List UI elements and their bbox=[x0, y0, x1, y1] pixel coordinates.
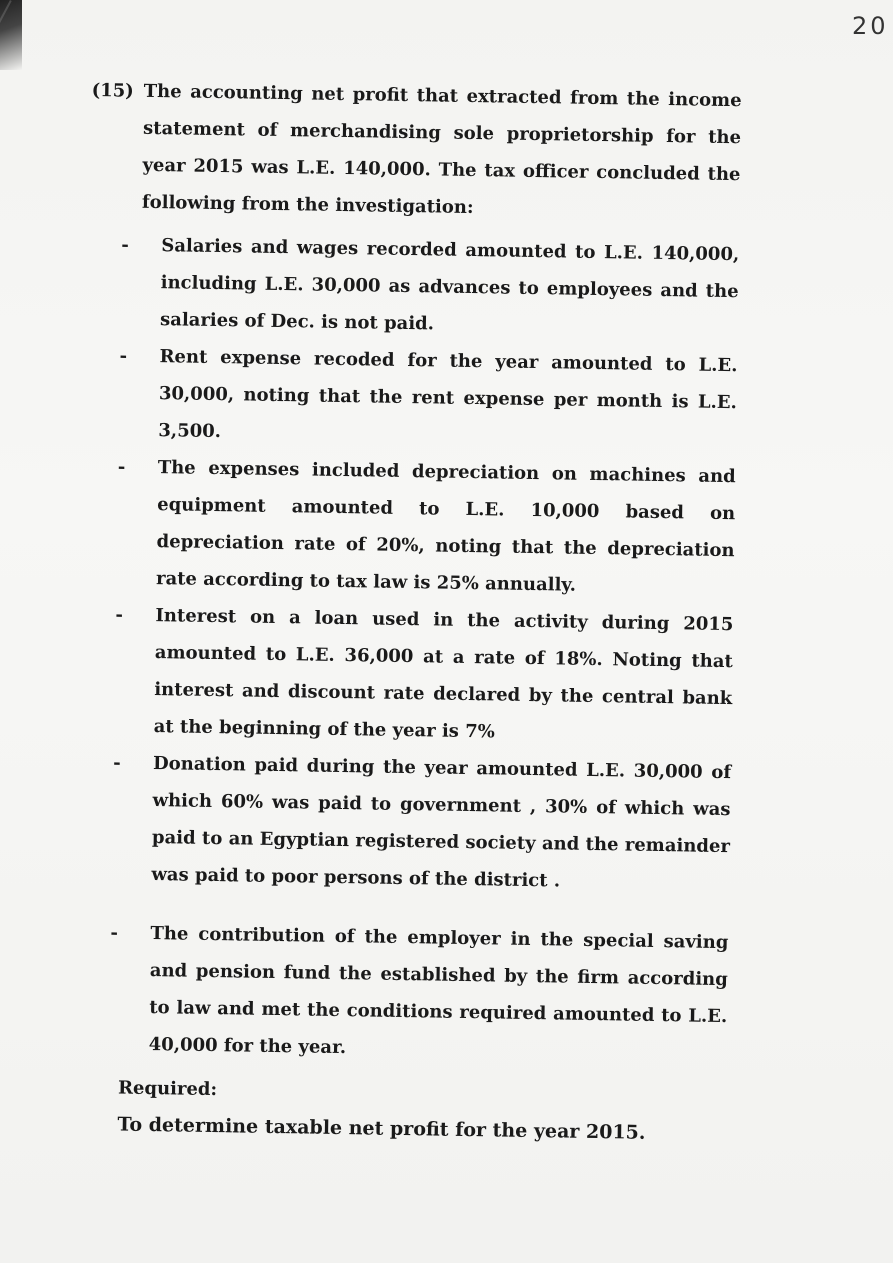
list-item-text: Salaries and wages recorded amounted to L.E. 140,000, including L.E. 30,000 as advances to employees and the salaries of Dec. is not paid. bbox=[159, 235, 740, 335]
required-section bbox=[117, 1071, 726, 1153]
bullet-dash: - bbox=[112, 752, 121, 774]
list-item bbox=[81, 596, 733, 754]
bullet-dash: - bbox=[119, 345, 128, 367]
required-label: Required: bbox=[117, 1077, 218, 1101]
findings-list bbox=[76, 226, 739, 1072]
list-item-text: Rent expense recoded for the year amounted to L.E. 30,000, noting that the rent expense per month is L.E. 3,500. bbox=[158, 346, 738, 443]
bullet-dash: - bbox=[117, 456, 126, 478]
list-item bbox=[86, 337, 738, 458]
bullet-dash: - bbox=[121, 234, 129, 256]
required-text: To determine taxable net profit for the year 2015. bbox=[117, 1113, 646, 1144]
list-item bbox=[79, 744, 731, 902]
question-intro-text: The accounting net profit that extracted from the income statement of merchandising sole proprietorship for the year 2015 was L.E. 140,000. The tax officer concluded the following from the investigation: bbox=[141, 80, 742, 219]
bullet-dash: - bbox=[115, 604, 124, 626]
handwritten-page-number: 20 bbox=[852, 12, 889, 40]
list-item-text: Interest on a loan used in the activity during 2015 amounted to L.E. 36,000 at a rate of 18%. Noting that interest and discount rate declared by the central bank at the beginning of the year is 7% bbox=[153, 605, 734, 743]
list-item-text: The expenses included depreciation on machines and equipment amounted to L.E. 10,000 based on depreciation rate of 20%, noting that the depreciation rate according to tax law is 25% annually. bbox=[155, 457, 736, 596]
list-item bbox=[84, 448, 736, 606]
question-block bbox=[75, 72, 742, 1152]
list-item-text: The contribution of the employer in the special saving and pension fund the established by the firm according to law and met the conditions required amounted to L.E. 40,000 for the year. bbox=[148, 923, 729, 1059]
question-intro bbox=[90, 72, 742, 230]
question-number: (15) bbox=[91, 79, 134, 102]
list-item-text: Donation paid during the year amounted L.E. 30,000 of which 60% was paid to government , 30% of which was paid to an Egyptian registered society and the remainder was paid to poor persons of the district . bbox=[151, 753, 732, 892]
list-item bbox=[76, 914, 728, 1072]
bullet-dash: - bbox=[110, 922, 119, 944]
list-item bbox=[88, 226, 740, 347]
